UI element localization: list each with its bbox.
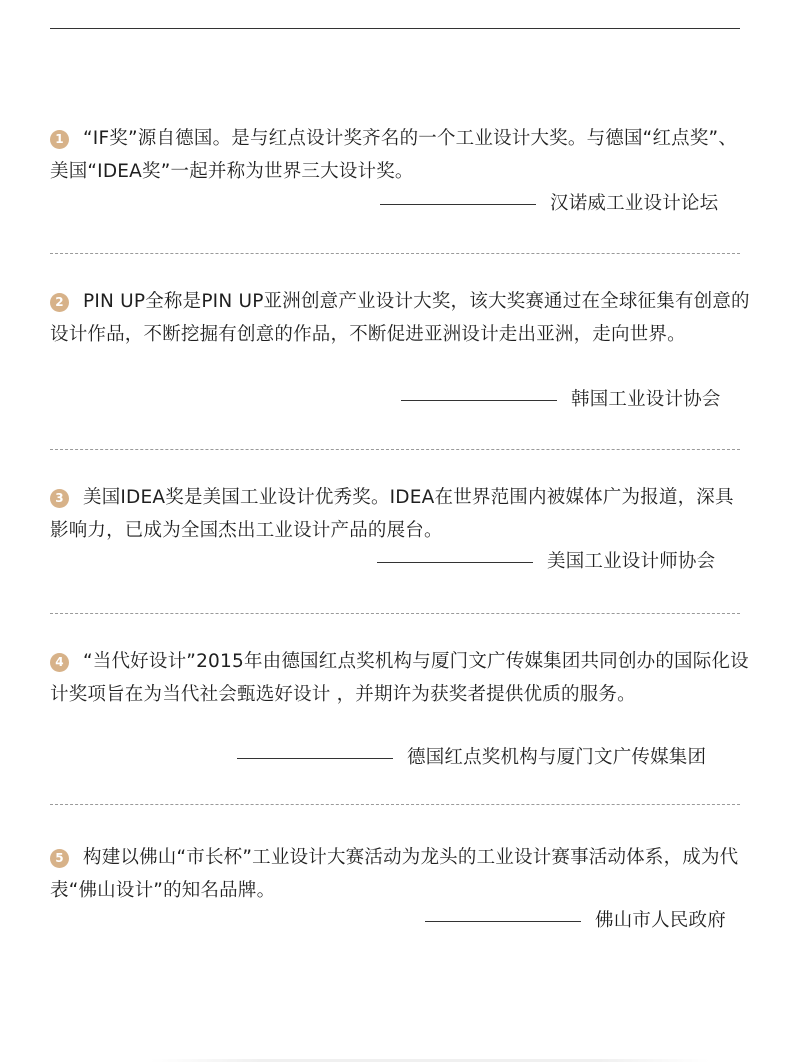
- award-description: 美国IDEA奖是美国工业设计优秀奖。IDEA在世界范围内被媒体广为报道，深具影响力，已成为全国杰出工业设计产品的展台。: [50, 487, 734, 541]
- source-rule: [401, 400, 557, 401]
- section-divider-4: [50, 804, 740, 805]
- award-item-3-text: [50, 481, 750, 547]
- award-item-3-source: [377, 545, 715, 578]
- section-divider-3: [50, 613, 740, 614]
- award-description: “IF奖”源自德国。是与红点设计奖齐名的一个工业设计大奖。与德国“红点奖”、美国“IDEA奖”一起并称为世界三大设计奖。: [50, 128, 738, 182]
- award-item-2-text: [50, 285, 750, 351]
- number-badge-1: 1: [50, 130, 69, 149]
- source-rule: [380, 204, 536, 205]
- award-item-5-source: [425, 904, 726, 937]
- award-item-4-source: [237, 741, 706, 774]
- source-label: 佛山市人民政府: [595, 910, 726, 931]
- award-item-2-source: [401, 383, 721, 416]
- source-label: 汉诺威工业设计论坛: [550, 193, 719, 214]
- source-rule: [425, 921, 581, 922]
- number-badge-5: 5: [50, 849, 69, 868]
- number-badge-3: 3: [50, 489, 69, 508]
- award-description: 构建以佛山“市长杯”工业设计大赛活动为龙头的工业设计赛事活动体系，成为代表“佛山设计”的知名品牌。: [50, 847, 739, 901]
- number-badge-2: 2: [50, 293, 69, 312]
- award-item-5-text: [50, 841, 750, 907]
- number-badge-4: 4: [50, 653, 69, 672]
- source-rule: [377, 562, 533, 563]
- source-label: 美国工业设计师协会: [547, 551, 716, 572]
- source-rule: [237, 758, 393, 759]
- award-description: PIN UP全称是PIN UP亚洲创意产业设计大奖，该大奖赛通过在全球征集有创意的设计作品，不断挖掘有创意的作品，不断促进亚洲设计走出亚洲，走向世界。: [50, 291, 750, 345]
- top-rule: [50, 28, 740, 29]
- section-divider-1: [50, 253, 740, 254]
- award-item-1-text: [50, 122, 750, 188]
- source-label: 德国红点奖机构与厦门文广传媒集团: [407, 747, 707, 768]
- source-label: 韩国工业设计协会: [571, 389, 721, 410]
- award-item-4-text: [50, 645, 750, 711]
- award-item-1-source: [380, 187, 718, 220]
- award-description: “当代好设计”2015年由德国红点奖机构与厦门文广传媒集团共同创办的国际化设计奖项旨在为当代社会甄选好设计 ，并期许为获奖者提供优质的服务。: [50, 651, 749, 705]
- section-divider-2: [50, 449, 740, 450]
